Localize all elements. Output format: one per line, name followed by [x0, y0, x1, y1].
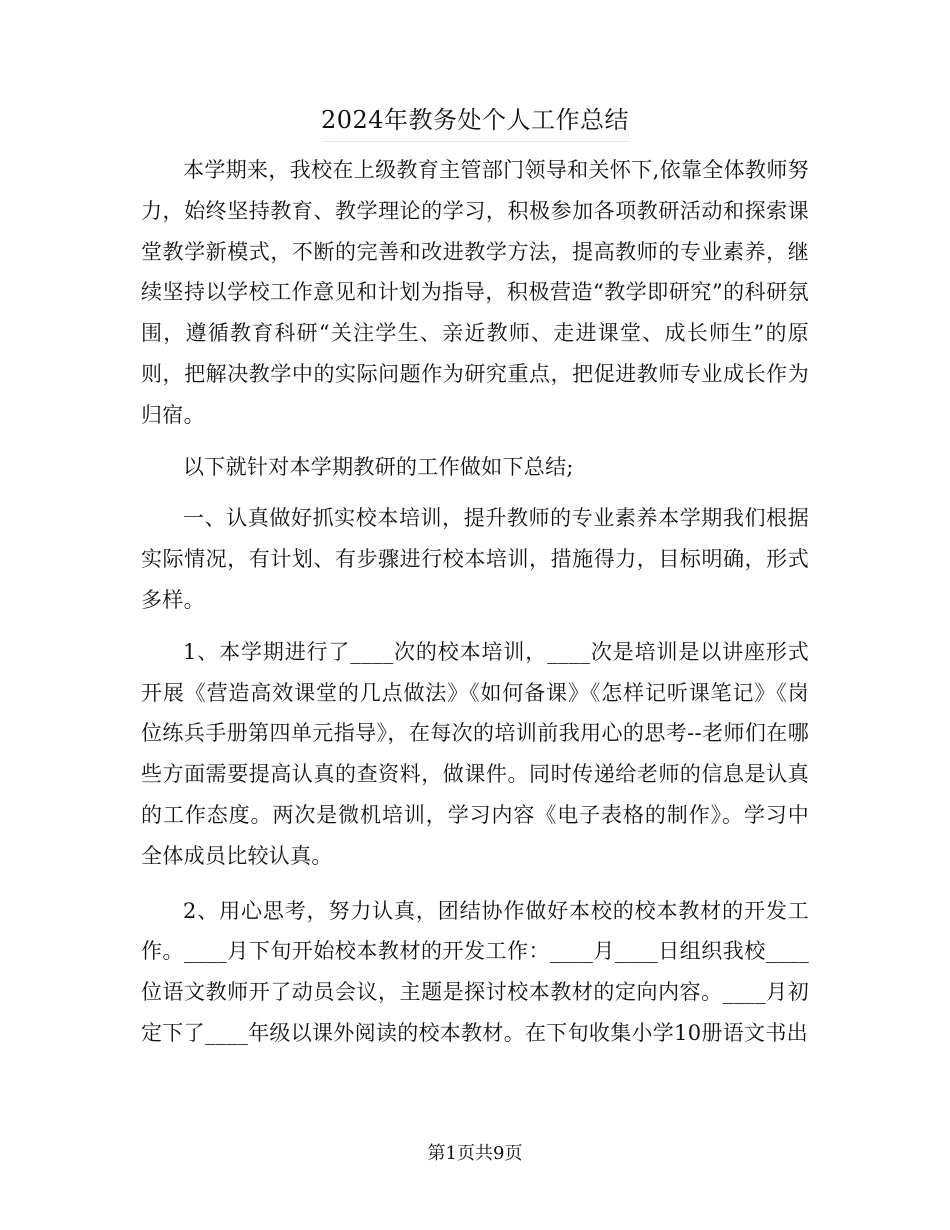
paragraph-item-two: 2、用心思考，努力认真，团结协作做好本校的校本教材的开发工作。____月下旬开始校本教材的开发工作：____月____日组织我校____位语文教师开了动员会议，主题是探讨校本教材的定向内容。____月初定下了____年级以课外阅读的校本教材。在下旬收集小学10册语文书出	[141, 898, 809, 1045]
paragraph-section-one: 一、认真做好抓实校本培训，提升教师的专业素养本学期我们根据实际情况，有计划、有步骤进行校本培训，措施得力，目标明确，形式多样。	[141, 506, 809, 612]
title-underline	[322, 141, 630, 142]
page-number-footer: 第1页共9页	[427, 1143, 523, 1164]
paragraph-summary-lead: 以下就针对本学期教研的工作做如下总结;	[183, 454, 574, 479]
paragraph-intro: 本学期来，我校在上级教育主管部门领导和关怀下,依靠全体教师努力，始终坚持教育、教学理论的学习，积极参加各项教研活动和探索课堂教学新模式，不断的完善和改进教学方法，提高教师的专业素养，继续坚持以学校工作意见和计划为指导，积极营造“教学即研究”的科研氛围，遵循教育科研“关注学生、亲近教师、走进课堂、成长师生”的原则，把解决教学中的实际问题作为研究重点，把促进教师专业成长作为归宿。	[141, 158, 809, 427]
document-body	[141, 150, 809, 1054]
paragraph-item-one: 1、本学期进行了____次的校本培训，____次是培训是以讲座形式开展《营造高效课堂的几点做法》《如何备课》《怎样记听课笔记》《岗位练兵手册第四单元指导》，在每次的培训前我用心的思考--老师们在哪些方面需要提高认真的查资料，做课件。同时传递给老师的信息是认真的工作态度。两次是微机培训，学习内容《电子表格的制作》。学习中全体成员比较认真。	[141, 639, 809, 868]
document-title: 2024年教务处个人工作总结	[320, 106, 630, 134]
